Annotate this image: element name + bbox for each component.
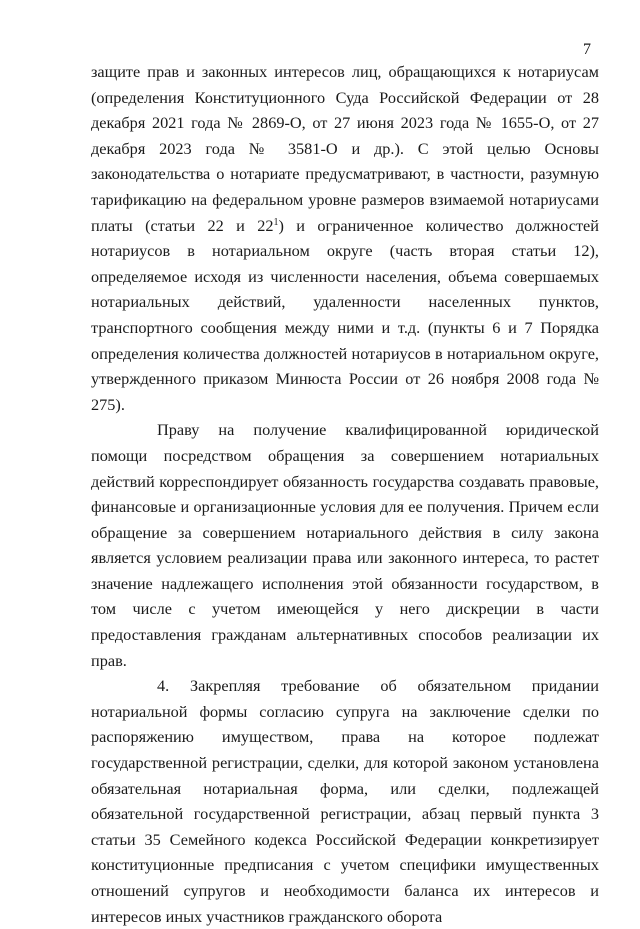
footnote-superscript: 1 bbox=[273, 216, 279, 228]
paragraph-1-text: защите прав и законных интересов лиц, обращающихся к нотариусам (определения Конституционного Суда Российской Федерации от 28 декабря 2021 года № 2869-О, от 27 июня 2023 года № 1655-О, от 27 декабря 2023 года № 3581-О и др.). С этой целью Основы законодательства о нотариате предусматривают, в частности, разумную тарификацию на федеральном уровне размеров взимаемой нотариусами платы (статьи 22 и 22 bbox=[91, 62, 599, 235]
paragraph-2: Праву на получение квалифицированной юридической помощи посредством обращения за совершением нотариальных действий корреспондирует обязанность государства создавать правовые, финансовые и организационные условия для ее получения. Причем если обращение за совершением нотариального действия в силу закона является условием реализации права или законного интереса, то растет значение надлежащего исполнения этой обязанности государством, в том числе с учетом имеющейся у него дискреции в части предоставления гражданам альтернативных способов реализации их прав. bbox=[91, 420, 599, 670]
paragraph-1 bbox=[91, 59, 599, 417]
page-number: 7 bbox=[583, 41, 591, 58]
document-body bbox=[91, 59, 599, 929]
paragraph-3: 4. Закрепляя требование об обязательном придании нотариальной формы согласию супруга на заключение сделки по распоряжению имуществом, права на которое подлежат государственной регистрации, сделки, для которой законом установлена обязательная нотариальная форма, или сделки, подлежащей обязательной государственной регистрации, абзац первый пункта 3 статьи 35 Семейного кодекса Российской Федерации конкретизирует конституционные предписания с учетом специфики имущественных отношений супругов и необходимости баланса их интересов и интересов иных участников гражданского оборота bbox=[91, 676, 599, 926]
paragraph-1-text-continued: ) и ограниченное количество должностей нотариусов в нотариальном округе (часть вторая статьи 12), определяемое исходя из численности населения, объема совершаемых нотариальных действий, удаленности населенных пунктов, транспортного сообщения между ними и т.д. (пункты 6 и 7 Порядка определения количества должностей нотариусов в нотариальном округе, утвержденного приказом Минюста России от 26 ноября 2008 года № 275). bbox=[91, 215, 599, 414]
